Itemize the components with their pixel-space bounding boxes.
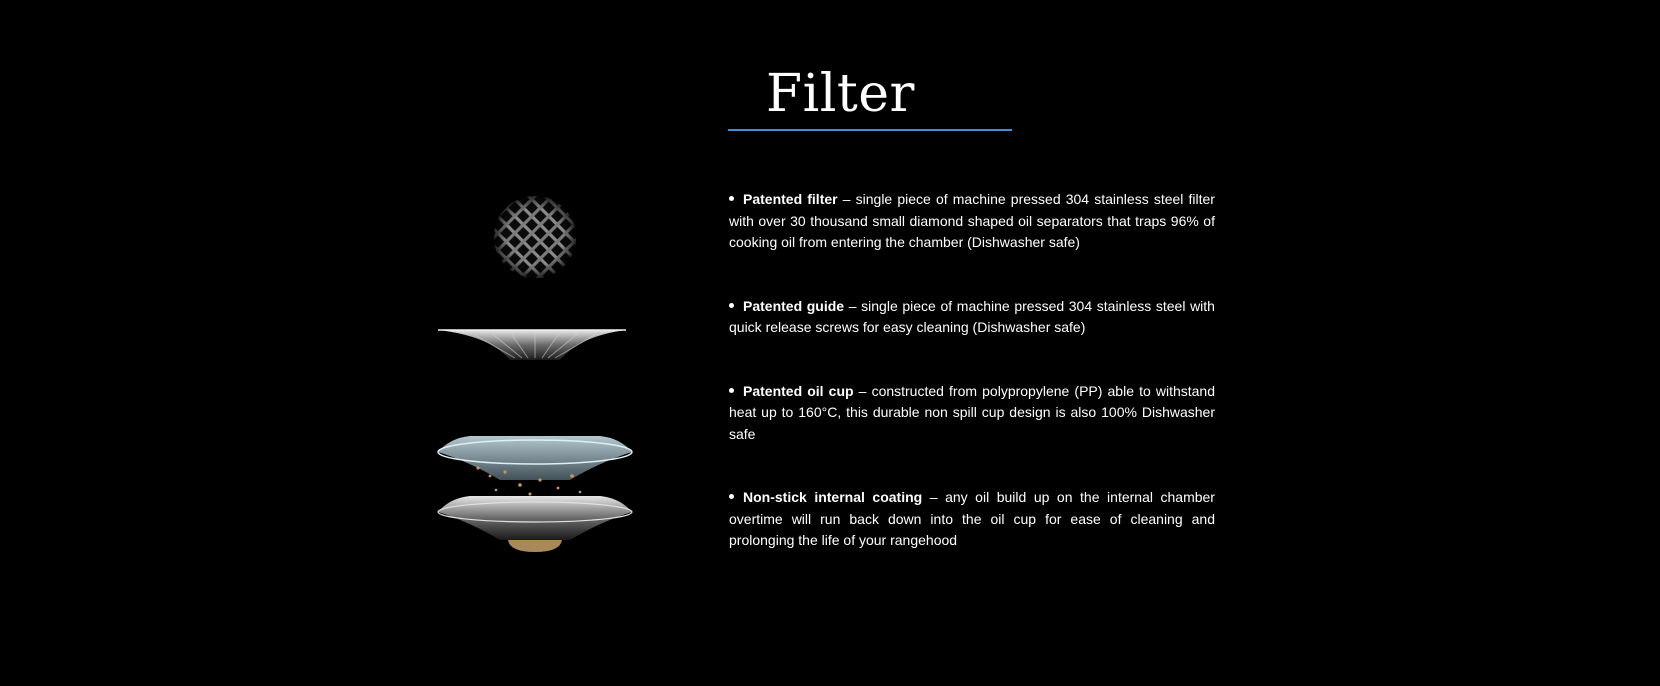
feature-item-coating: [729, 487, 1215, 552]
feature-item-guide: [729, 296, 1215, 339]
feature-separator: –: [844, 297, 862, 314]
title-underline: [728, 129, 1012, 131]
feature-separator: –: [853, 382, 872, 399]
bullet-icon: [729, 494, 734, 499]
feature-item-filter: [729, 189, 1215, 254]
feature-list: [729, 189, 1215, 552]
feature-description: constructed from polypropylene (PP) able to withstand heat up to 160°C, this durable non spill cup design is also 100% Dishwasher safe: [729, 382, 1216, 442]
bullet-icon: [729, 303, 734, 308]
page-title: Filter: [766, 64, 915, 124]
guide-funnel-icon: [438, 330, 626, 360]
feature-title: Non-stick internal coating: [743, 489, 923, 505]
feature-item-oil-cup: [729, 381, 1215, 446]
mesh-filter-icon: [494, 196, 576, 278]
feature-title: Patented oil cup: [743, 382, 854, 399]
filter-assembly-illustration: [430, 180, 640, 560]
bullet-icon: [729, 388, 734, 393]
feature-title: Patented filter: [743, 191, 838, 207]
feature-separator: –: [922, 489, 946, 505]
feature-separator: –: [837, 191, 856, 207]
feature-title: Patented guide: [743, 297, 845, 314]
oil-cup-icon: [438, 436, 632, 552]
feature-description: any oil build up on the internal chamber overtime will run back down into the oil cup for ease of cleaning and prolonging the life of your rangehood: [729, 489, 1215, 548]
bullet-icon: [729, 196, 734, 201]
feature-description: single piece of machine pressed 304 stainless steel filter with over 30 thousand small diamond shaped oil separators that traps 96% of cooking oil from entering the chamber (Dishwasher safe): [729, 191, 1215, 250]
feature-description: single piece of machine pressed 304 stainless steel with quick release screws for easy cleaning (Dishwasher safe): [729, 297, 1215, 335]
